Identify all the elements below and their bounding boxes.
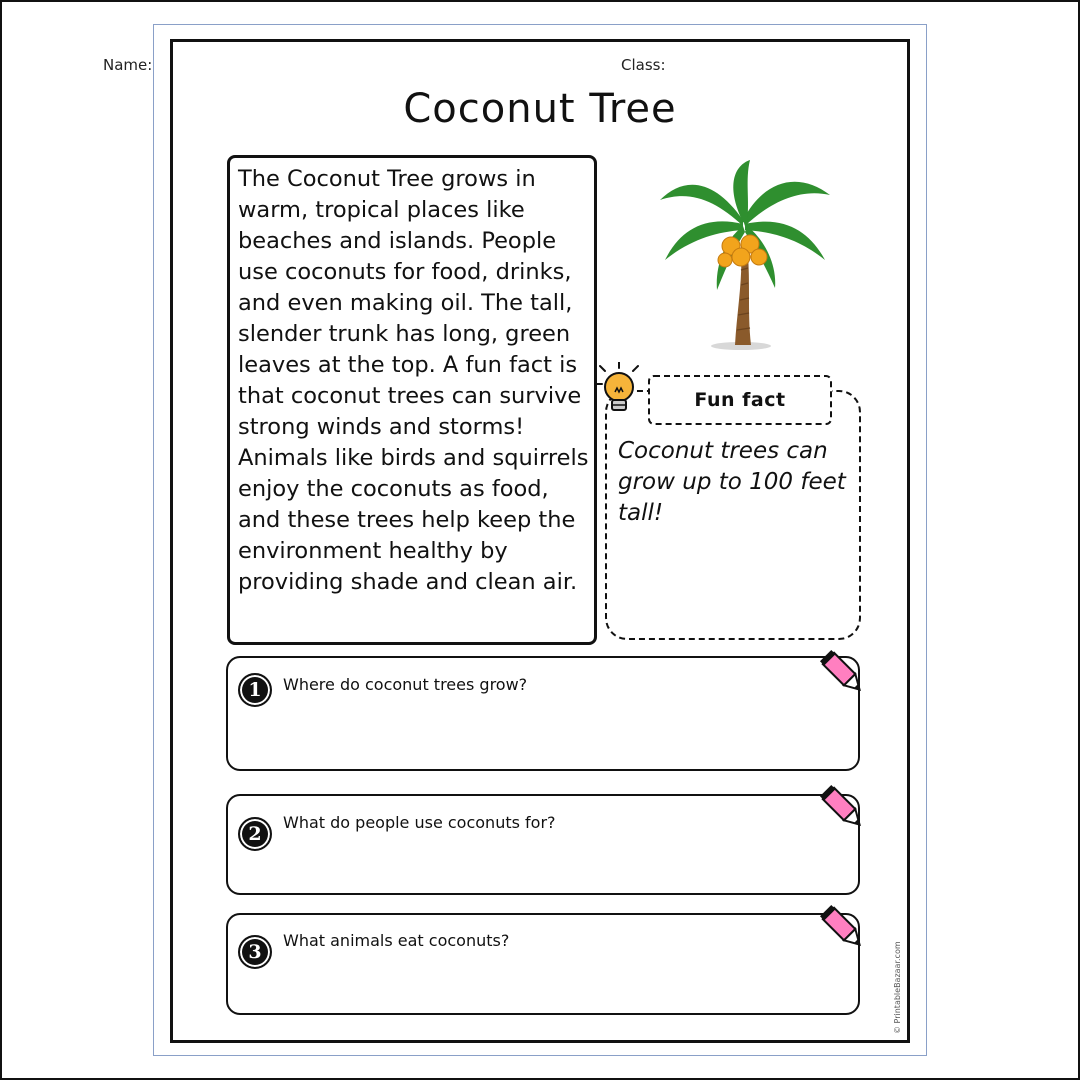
palm-tree-icon — [655, 160, 835, 355]
name-label: Name: — [103, 56, 153, 74]
fun-fact-label-box — [648, 375, 832, 425]
question-box-3[interactable] — [226, 913, 860, 1015]
lightbulb-icon — [594, 362, 644, 422]
reading-passage: The Coconut Tree grows in warm, tropical places like beaches and islands. People use coconuts for food, drinks, and even making oil. The tall, slender trunk has long, green leaves at the top. A fun fact is that coconut trees can survive strong winds and storms! Animals like birds and squirrels enjoy the coconuts as food, and these trees help keep the environment healthy by providing shade and clean air. — [238, 166, 589, 595]
reading-passage-box — [227, 155, 597, 645]
question-text-1: Where do coconut trees grow? — [283, 675, 528, 694]
class-label: Class: — [621, 56, 666, 74]
copyright-notice: © PrintableBazaar.com — [893, 941, 902, 1034]
fun-fact-label: Fun fact — [694, 389, 786, 411]
question-number-1: 1 — [238, 673, 272, 707]
question-text-2: What do people use coconuts for? — [283, 813, 556, 832]
pencil-icon — [818, 783, 870, 835]
question-number-2: 2 — [238, 817, 272, 851]
worksheet-title: Coconut Tree — [403, 86, 677, 132]
fun-fact-text: Coconut trees can grow up to 100 feet tall! — [618, 438, 846, 526]
question-text-3: What animals eat coconuts? — [283, 931, 510, 950]
pencil-icon — [818, 903, 870, 955]
question-number-3: 3 — [238, 935, 272, 969]
question-box-1[interactable] — [226, 656, 860, 771]
pencil-icon — [818, 648, 870, 700]
question-box-2[interactable] — [226, 794, 860, 895]
